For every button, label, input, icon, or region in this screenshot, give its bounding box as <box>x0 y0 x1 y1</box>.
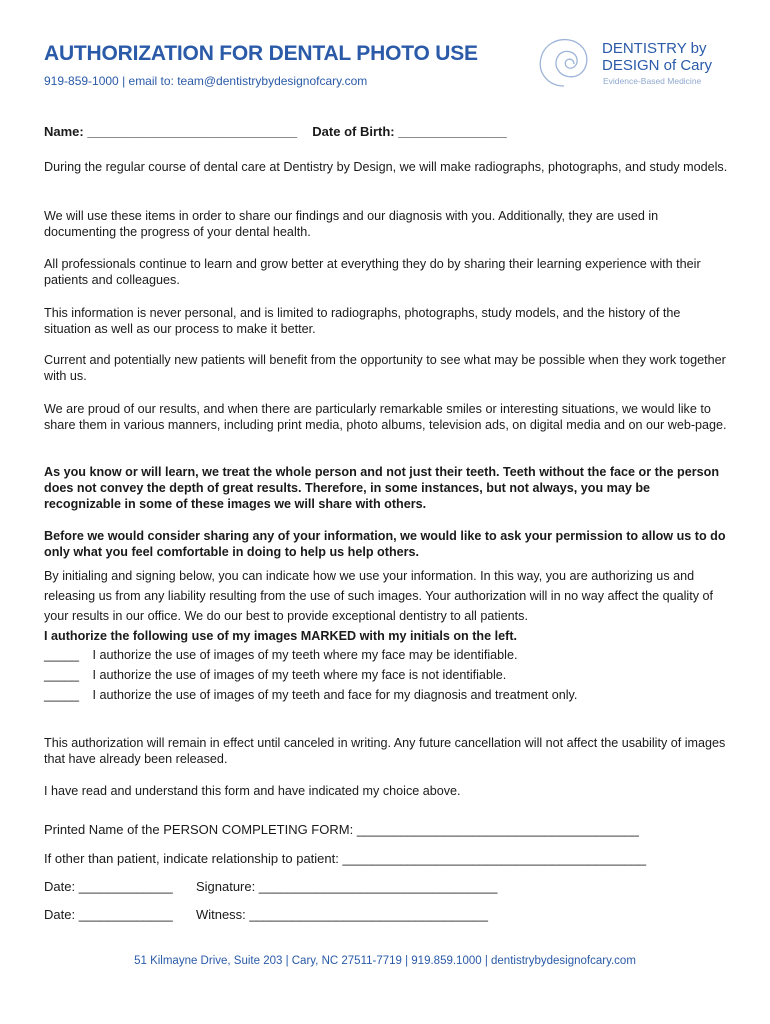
initial-field[interactable]: _____ <box>44 668 80 682</box>
relationship-label: If other than patient, indicate relationship to patient: <box>44 851 339 866</box>
date-label: Date: <box>44 907 76 922</box>
date-field[interactable]: _____________ <box>78 907 173 922</box>
contact-line: 919-859-1000 | email to: team@dentistrybydesignofcary.com <box>44 74 368 88</box>
option-text: I authorize the use of images of my teeth where my face is not identifiable. <box>92 668 507 682</box>
name-dob-row <box>44 124 507 139</box>
date-field[interactable]: _____________ <box>78 879 173 894</box>
closing-paragraph-2: I have read and understand this form and have indicated my choice above. <box>44 784 461 798</box>
bold-paragraph-1: As you know or will learn, we treat the whole person and not just their teeth. Teeth without the face or the person does not convey the depth of great results. Therefore, in some instances, but not always, you may be recognizable in some of these images we will share with others. <box>44 465 720 511</box>
date-witness-row <box>44 907 488 922</box>
option-text: I authorize the use of images of my teeth where my face may be identifiable. <box>92 648 518 662</box>
option-text: I authorize the use of images of my teeth and face for my diagnosis and treatment only. <box>92 688 578 702</box>
option-row <box>44 668 506 682</box>
name-label: Name: <box>44 124 84 139</box>
date-signature-row <box>44 879 497 894</box>
witness-field[interactable]: _________________________________ <box>249 907 489 922</box>
option-row <box>44 688 577 702</box>
logo-line-1: DENTISTRY by <box>602 40 707 57</box>
paragraph-2: We will use these items in order to share our findings and our diagnosis with you. Additionally, they are used in documenting the progress of your dental health. <box>44 209 659 239</box>
paragraph-1: During the regular course of dental care at Dentistry by Design, we will make radiographs, photographs, and study models. <box>44 160 728 174</box>
practice-logo <box>528 34 728 90</box>
authorize-heading: I authorize the following use of my images MARKED with my initials on the left. <box>44 629 518 643</box>
printed-name-label: Printed Name of the PERSON COMPLETING FORM: <box>44 822 354 837</box>
signature-label: Signature: <box>195 879 256 894</box>
page-title: AUTHORIZATION FOR DENTAL PHOTO USE <box>44 42 478 65</box>
dob-label: Date of Birth: <box>312 124 395 139</box>
bold-paragraph-2: Before we would consider sharing any of your information, we would like to ask your permission to allow us to do only what you feel comfortable in doing to help us help others. <box>44 529 726 559</box>
footer-address: 51 Kilmayne Drive, Suite 203 | Cary, NC 27511-7719 | 919.859.1000 | dentistrybydesignofcary.com <box>134 955 636 967</box>
relationship-row <box>44 851 646 866</box>
signature-field[interactable]: _________________________________ <box>258 879 498 894</box>
initial-field[interactable]: _____ <box>44 648 80 662</box>
printed-name-row <box>44 822 639 837</box>
closing-paragraph-1: This authorization will remain in effect until canceled in writing. Any future cancellation will not affect the usability of images that have already been released. <box>44 736 726 766</box>
paragraph-3: All professionals continue to learn and grow better at everything they do by sharing their learning experience with their patients and colleagues. <box>44 257 701 287</box>
relationship-field[interactable]: __________________________________________ <box>342 851 647 866</box>
paragraph-6: We are proud of our results, and when there are particularly remarkable smiles or interesting situations, we would like to share them in various manners, including print media, photo albums, television ads, on digital media and on our web-page. <box>44 402 727 432</box>
name-field[interactable]: _____________________________ <box>87 124 298 139</box>
spiral-logo-icon <box>528 34 598 90</box>
logo-tagline: Evidence-Based Medicine <box>603 76 702 86</box>
paragraph-5: Current and potentially new patients will benefit from the opportunity to see what may be possible when they work together with us. <box>44 353 726 383</box>
initialing-paragraph: By initialing and signing below, you can indicate how we use your information. In this way, you are authorizing us and releasing us from any liability resulting from the use of such images. Your authorization will in no way affect the quality of your results in our office. We do our best to provide exceptional dentistry to all patients. <box>44 569 713 623</box>
witness-label: Witness: <box>195 907 246 922</box>
dob-field[interactable]: _______________ <box>398 124 507 139</box>
paragraph-4: This information is never personal, and is limited to radiographs, photographs, study models, and the history of the situation as well as our process to make it better. <box>44 306 681 336</box>
logo-line-2: DESIGN of Cary <box>602 57 713 74</box>
initial-field[interactable]: _____ <box>44 688 80 702</box>
option-row <box>44 648 517 662</box>
date-label: Date: <box>44 879 76 894</box>
printed-name-field[interactable]: _______________________________________ <box>356 822 639 837</box>
